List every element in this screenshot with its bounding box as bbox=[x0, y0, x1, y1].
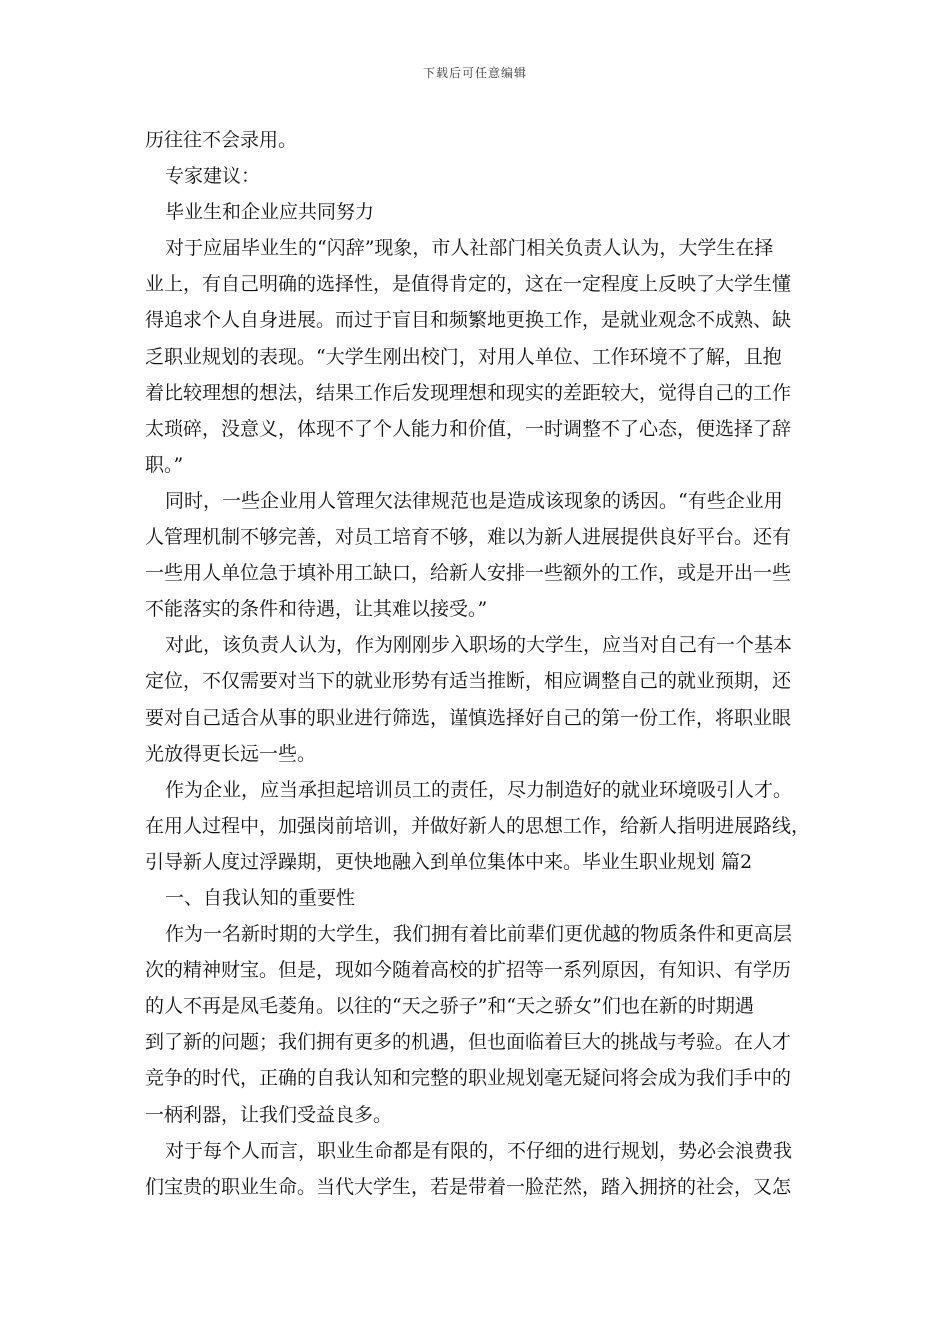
text-line: 对于应届毕业生的“闪辞”现象，市人社部门相关负责人认为，大学生在择 bbox=[165, 237, 774, 260]
text-line: 对此，该负责人认为，作为刚刚步入职场的大学生，应当对自己有一个基本 bbox=[165, 634, 793, 657]
text-line: 光放得更长远一些。 bbox=[145, 742, 317, 765]
text-line: 一柄利器，让我们受益良多。 bbox=[145, 1103, 393, 1126]
text-line: 们宝贵的职业生命。当代大学生，若是带着一脸茫然，踏入拥挤的社会，又怎 bbox=[145, 1175, 792, 1198]
text-line: 对于每个人而言，职业生命都是有限的，不仔细的进行规划，势必会浪费我 bbox=[165, 1139, 793, 1162]
text-line: 专家建议： bbox=[165, 165, 261, 188]
text-line: 太琐碎，没意义，体现不了个人能力和价值，一时调整不了心态，便选择了辞 bbox=[145, 417, 792, 440]
page-header: 下载后可任意编辑 bbox=[422, 66, 527, 80]
text-line: 引导新人度过浮躁期，更快地融入到单位集体中来。毕业生职业规划 篇2 bbox=[145, 850, 753, 873]
text-line: 竞争的时代，正确的自我认知和完整的职业规划毫无疑问将会成为我们手中的 bbox=[145, 1067, 792, 1090]
document-body bbox=[145, 122, 809, 1205]
text-line: 职。” bbox=[145, 453, 184, 476]
text-line: 着比较理想的想法，结果工作后发现理想和现实的差距较大，觉得自己的工作 bbox=[145, 381, 792, 404]
text-line: 作为一名新时期的大学生，我们拥有着比前辈们更优越的物质条件和更高层 bbox=[165, 923, 793, 946]
text-line: 次的精神财宝。但是，现如今随着高校的扩招等一系列原因，有知识、有学历 bbox=[145, 959, 792, 982]
text-line: 作为企业，应当承担起培训员工的责任，尽力制造好的就业环境吸引人才。 bbox=[165, 778, 793, 801]
text-line: 要对自己适合从事的职业进行筛选，谨慎选择好自己的第一份工作，将职业眼 bbox=[145, 706, 792, 729]
text-line: 一、自我认知的重要性 bbox=[165, 886, 356, 909]
text-line: 业上，有自己明确的选择性，是值得肯定的，这在一定程度上反映了大学生懂 bbox=[145, 273, 792, 296]
text-line: 在用人过程中，加强岗前培训，并做好新人的思想工作，给新人指明进展路线， bbox=[145, 814, 811, 837]
text-line: 定位，不仅需要对当下的就业形势有适当推断，相应调整自己的就业预期，还 bbox=[145, 670, 792, 693]
text-line: 毕业生和企业应共同努力 bbox=[165, 201, 375, 224]
text-line: 人管理机制不够完善，对员工培育不够，难以为新人进展提供良好平台。还有 bbox=[145, 526, 792, 549]
text-line: 同时，一些企业用人管理欠法律规范也是造成该现象的诱因。“有些企业用 bbox=[165, 489, 783, 512]
text-line: 到了新的问题；我们拥有更多的机遇，但也面临着巨大的挑战与考验。在人才 bbox=[145, 1031, 792, 1054]
text-line: 不能落实的条件和待遇，让其难以接受。” bbox=[145, 598, 488, 621]
text-line: 一些用人单位急于填补用工缺口，给新人安排一些额外的工作，或是开出一些 bbox=[145, 562, 792, 585]
text-line: 的人不再是凤毛菱角。以往的“天之骄子”和“天之骄女”们也在新的时期遇 bbox=[145, 995, 754, 1018]
text-line: 乏职业规划的表现。“大学生刚出校门，对用人单位、工作环境不了解，且抱 bbox=[145, 345, 782, 368]
text-line: 历往往不会录用。 bbox=[145, 129, 298, 151]
text-line: 得追求个人自身进展。而过于盲目和频繁地更换工作，是就业观念不成熟、缺 bbox=[145, 309, 792, 332]
